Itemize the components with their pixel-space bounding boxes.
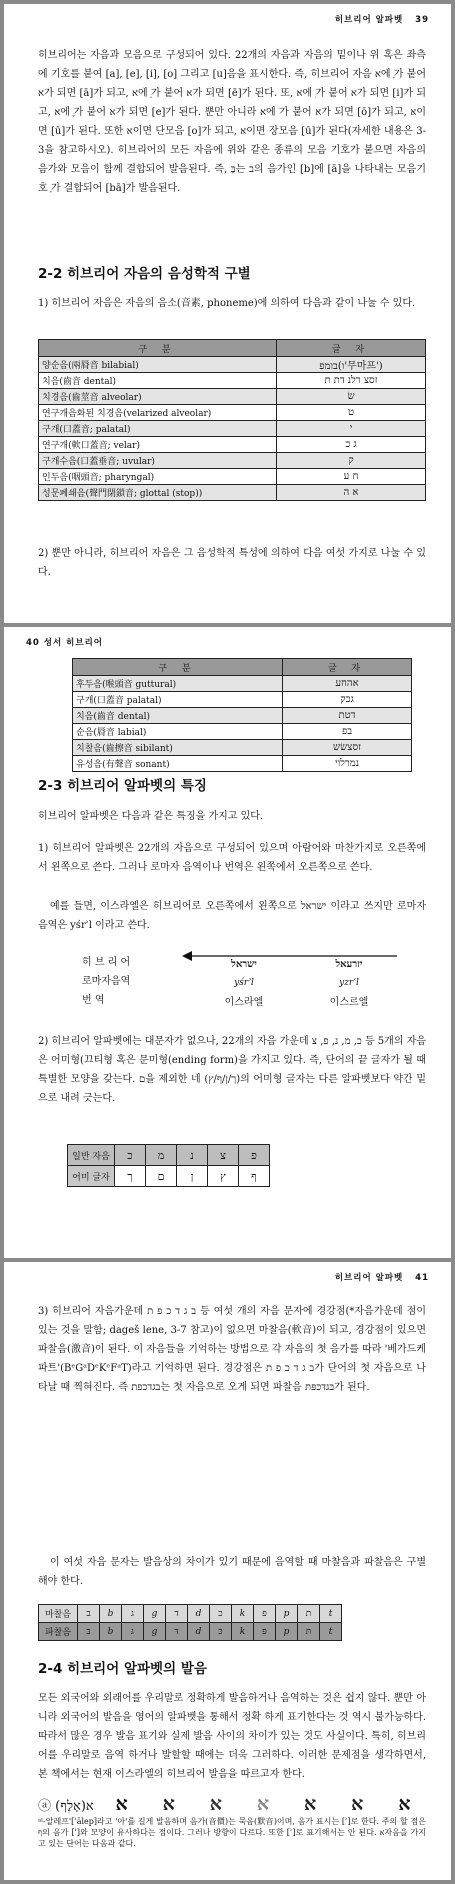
cell: כּ [210,1623,232,1641]
letters-cell: ק [277,453,426,469]
section-title: 2-3 히브리어 알파벳의 특징 [38,778,207,794]
category-cell: 치찰음(齒擦音 sibilant) [73,740,283,756]
category-cell: 치경음(齒莖音 alveolar) [39,389,277,405]
section-title: 2-2 히브리어 자음의 음성학적 구별 [38,266,251,282]
hebrew-word: ישראל [231,959,257,970]
table-header: 글 자 [277,340,426,357]
category-cell: 성문폐쇄음(聲門閉鎖音; glottal (stop)) [39,485,277,501]
letters-cell: זסצשׂש [283,740,412,756]
cell: d [188,1605,210,1623]
translit: yzrʿl [339,978,359,988]
hebrew-word: יזרעאל [335,959,363,970]
letter-cell: מ [146,1145,177,1166]
bgdkft-table [38,1604,342,1641]
paragraph: 1) 히브리어 자음은 자음의 음소(音素, phoneme)에 의하여 다음과 같이 나눌 수 있다. [38,298,416,309]
alef-glyph: א [256,1793,270,1815]
category-cell: 치음(齒音 dental) [39,373,277,389]
paragraph: ᵃˡ-알레프'[ʾālep]라고 '아'를 길게 발음하며 음가(音價)는 묵음(默音)이며, 음가 표시는 [ʾ]로 한다. 주의 할 점은 ף의 음가 [ʾ]와 모양이 유사하다는 점이다. 그러나 방향이 다르다. 또한 [ʾ]로 표기해서는 안 된다. א자음을 가지고 있는 단어는 다음과 같다. [38,1817,427,1848]
table-row [68,1145,270,1166]
table-row [39,405,426,421]
cell: ב [78,1605,100,1623]
table-header: 글 자 [283,659,412,676]
letter-cell: פ [239,1145,270,1166]
paragraph: 3) 히브리어 자음가운데 ב ג ד כ פ ת 등 여섯 개의 자음 문자에 경강점(*자음가운데 점이 있는 것을 말함; dageš lene, 3-7 참고)이 없으면 마찰음(軟音)이 되고, 경강점이 있으면 파찰음(激音)이 된다. 이 자음들을 기억하는 방법으로 각 자음의 첫 음가를 따라 '베가드케파트'(BᵉGᵃDᵉKᵉFᵃT)라고 기억하면 된다. 경강점은 ב ג ד כ פ ת가 단어의 첫 자음으로 나타날 때 찍혀진다. 즉 בגדכפת는 첫 자음으로 오게 되면 파찰음 בּגּדּכּפּתּ가 된다. [38,1306,426,1393]
letters-cell: גכק [283,692,412,708]
letters-cell: ח ע [277,469,426,485]
running-header [335,1271,429,1283]
cell: ג [122,1605,144,1623]
letters-cell: שׂ [277,389,426,405]
glyph-label: ⓐ א(אָלֶף) [38,1799,94,1814]
cell: p [276,1605,298,1623]
table-row [39,357,426,373]
header-title: 히브리어 알파벳 [334,1273,404,1283]
letter-cell: כ [115,1145,146,1166]
table-row [39,1623,342,1641]
alef-glyph: א [304,1793,317,1815]
table-row [39,373,426,389]
alef-glyph-row [38,1793,428,1816]
paragraph: 예를 들면, 이스라엘은 히브리어로 오른쪽에서 왼쪽으로 ישראל 이라고 쓰지만 로마자 음역은 yśrʾl 이라고 쓴다. [38,901,426,931]
letter-cell: ץ [208,1166,239,1187]
page-40 [4,627,451,1258]
cell: d [188,1623,210,1641]
cell: תּ [298,1623,320,1641]
table-row [39,485,426,501]
page-number: 39 [415,15,429,25]
cell: t [320,1605,342,1623]
category-cell: 순음(脣音 labial) [73,724,283,740]
alef-glyph: א [351,1793,364,1815]
cell: בּ [78,1623,100,1641]
cell: פ [254,1605,276,1623]
table-row [39,421,426,437]
letters-cell: בפ [283,724,412,740]
translation: 이스라엘 [224,997,264,1008]
alef-glyph: א [209,1793,222,1815]
letters-cell: זסצ רלנ דת ת [277,373,426,389]
letters-cell: ט [277,405,426,421]
cell: t [320,1623,342,1641]
cell: k [232,1605,254,1623]
cell: g [144,1605,166,1623]
letters-cell: א ה [277,485,426,501]
paragraph: 1) 히브리어 알파벳은 22개의 자음으로 구성되어 있으며 아람어와 마찬가지로 오른쪽에서 왼쪽으로 쓴다. 그러나 로마자 음역이나 번역은 왼쪽에서 오른쪽으로 쓴다. [38,843,426,873]
table-row [39,389,426,405]
alef-glyph: א [115,1793,128,1815]
paragraph: 모든 외국어와 외래어를 우리말로 정확하게 발음하거나 음역하는 것은 쉽지 않다. 뿐만 아니라 외국어의 발음을 영어의 알파벳을 통해서 정확 하게 표기한다는 것 역시 불가능하다. 따라서 많은 경우 발음 표기와 실제 발음 사이의 차이가 있는 것도 사실이다. 특히, 히브리어를 우리말로 음역 하거나 발할할 때에는 더욱 그러하다. 이러한 문제점을 생각하면서, 본 책에서는 현재 이스라엘의 히브리어 발음을 따르고자 한다. [38,1693,426,1780]
category-cell: 인두음(咽頭音; pharyngal) [39,469,277,485]
section-title: 2-4 히브리어 알파벳의 발음 [38,1661,207,1677]
category-cell: 연구개음화된 치경음(velarized alveolar) [39,405,277,421]
page-39 [4,4,451,623]
paragraph: 2) 뿐만 아니라, 히브리어 자음은 그 음성학적 특성에 의하여 다음 여섯 가지로 나눌 수 있다. [38,548,426,578]
row-label: 일반 자음 [68,1145,115,1166]
letters-cell: בומפ(ו'무마프') [277,357,426,373]
table-header: 구 분 [73,659,283,676]
row-label: 마찰음 [39,1605,78,1623]
running-header: 40 성서 히브리어 [26,638,104,648]
letters-cell: ג כ [277,437,426,453]
category-cell: 구개(口蓋音 palatal) [73,692,283,708]
letter-cell: ף [239,1166,270,1187]
header-title: 히브리어 알파벳 [334,15,404,25]
fig-label: 로마자음역 [82,976,131,987]
alef-glyph: א [398,1793,411,1815]
cell: p [276,1623,298,1641]
cell: ת [298,1605,320,1623]
alef-glyph: א [162,1793,175,1815]
intro-paragraph: 히브리어는 자음과 모음으로 구성되어 있다. 22개의 자음과 자음의 밑이나 위 혹은 좌측에 기호를 붙여 [a], [e], [i], [o] 그리고 [u]음을 표시한다. 즉, 히브리어 자음 א에 ָ가 붙어 א가 되면 [ā]가 되고, א에 ֵ가 붙어 א가 되면 [ē]가 된다. 또, א에 ִ가 붙어 א가 되면 [i]가 되고, א에 ֶ가 붙어 א가 되면 [e]가 된다. 뿐만 아니라 א에 ֹ가 붙어 א가 되면 [ō]가 되고, אּ이면 [ū]가 된다. 또한 א이면 단모음 [o]가 되고, אּ이면 장모음 [ū]가 된다(자세한 내용은 3-3을 참고하시오). 히브리어의 모든 자음에 위와 같은 종류의 모음 기호가 붙으면 자음의 음가와 모음이 함께 결합되어 발음된다. 즉, בָּ는 ב의 음가인 [b]에 [ā]을 나타내는 모음기호 ָ가 결합되어 [bā]가 발음된다. [38,50,427,194]
cell: דּ [166,1623,188,1641]
letter-cell: ן [177,1166,208,1187]
final-forms-table [67,1144,270,1187]
cell: b [100,1605,122,1623]
table-row [39,469,426,485]
table-row [68,1166,270,1187]
example-2 [304,955,394,1012]
letter-cell: צ [208,1145,239,1166]
cell: גּ [122,1623,144,1641]
cell: g [144,1623,166,1641]
page-41 [4,1262,451,1880]
table-row [39,437,426,453]
cell: b [100,1623,122,1641]
fig-label: 번 역 [82,995,105,1006]
example-1 [204,955,284,1012]
consonant-table [72,658,412,772]
page-number: 41 [415,1273,429,1283]
category-cell: 치음(齒音 dental) [73,708,283,724]
category-cell: 연구개(軟口蓋音; velar) [39,437,277,453]
table-row [73,676,412,692]
translit: yśrʾl [234,978,254,988]
table-row [39,453,426,469]
consonant-table [38,339,426,501]
table-row [73,708,412,724]
category-cell: 양순음(兩脣音 bilabial) [39,357,277,373]
paragraph: 히브리어 알파벳은 다음과 같은 특징을 가지고 있다. [38,811,264,822]
letters-cell: נמרלוי [283,756,412,772]
table-row [39,1605,342,1623]
cell: כ [210,1605,232,1623]
table-row [73,724,412,740]
cell: פּ [254,1623,276,1641]
letters-cell: י [277,421,426,437]
cell: ד [166,1605,188,1623]
table-row [73,692,412,708]
row-label: 어미 글자 [68,1166,115,1187]
category-cell: 구개수음(口蓋垂音; uvular) [39,453,277,469]
category-cell: 유성음(有聲音 sonant) [73,756,283,772]
category-cell: 구개(口蓋音; palatal) [39,421,277,437]
paragraph: 이 여섯 자음 문자는 발음상의 차이가 있기 때문에 음역할 때 마찰음과 파찰음은 구별해야 한다. [38,1557,426,1587]
letter-cell: ך [115,1166,146,1187]
cell: k [232,1623,254,1641]
row-label: 파찰음 [39,1623,78,1641]
table-header: 구 분 [39,340,277,357]
letter-cell: נ [177,1145,208,1166]
letters-cell: אהחע [283,676,412,692]
fig-label: 히 브 리 어 [82,957,131,968]
letter-cell: ם [146,1166,177,1187]
running-header [335,13,429,25]
figure-labels [82,953,130,1010]
table-row [73,740,412,756]
paragraph: 2) 히브리어 알파벳에는 대문자가 없으나, 22개의 자음 가운데 כ, מ, נ, פ, צ 등 5개의 자음은 어미형(끄티형 혹은 문미형(ending form)을 가지고 있다. 즉, 단어의 끝 글자가 될 때 특별한 모양을 갖는다. ם을 제외한 네 (ך/ן/ף/ץ)의 어미형 글자는 다른 알파벳보다 약간 밑으로 내려 긋는다. [38,1036,426,1104]
translation: 이스르엘 [329,997,369,1008]
table-row [73,756,412,772]
category-cell: 후두음(喉頭音 guttural) [73,676,283,692]
letters-cell: דטת [283,708,412,724]
